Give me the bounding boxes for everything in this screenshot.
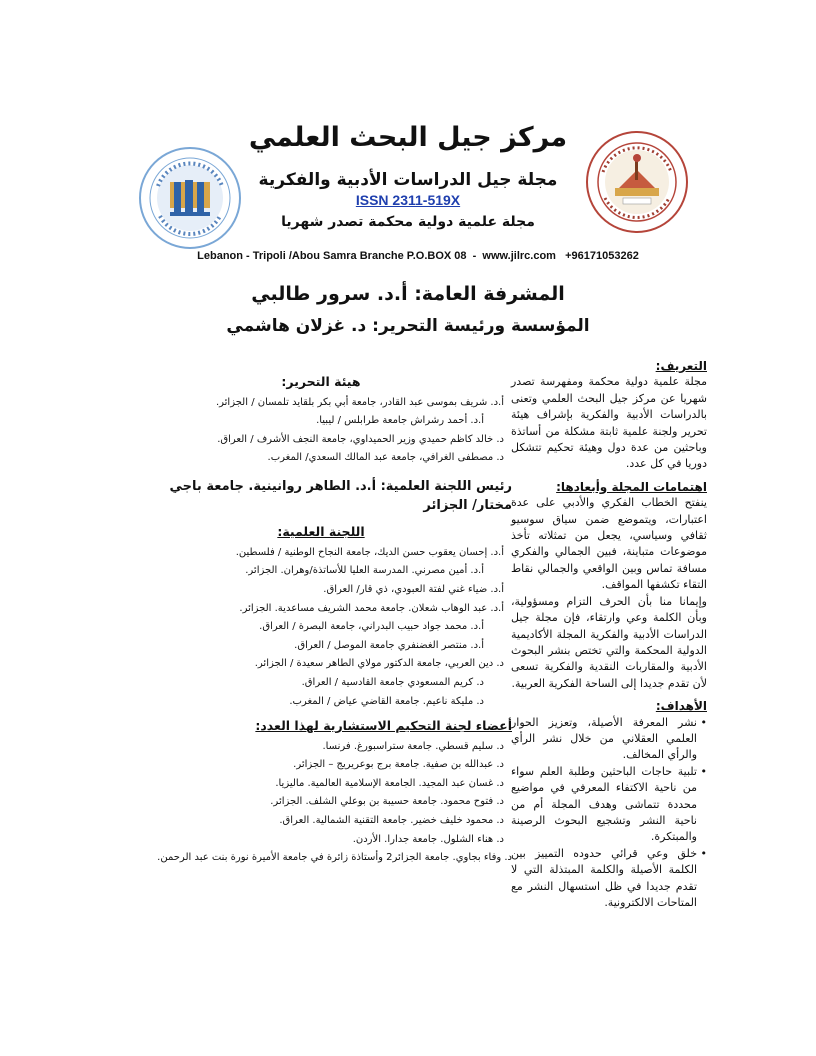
boards-column (130, 372, 512, 868)
reviewer-member: د. هناء الشلول. جامعة جدارا. الأردن. (352, 833, 504, 845)
goal-item: • خلق وعي قرائي حدوده التمييز بين الكلمة الأصيلة والكلمة المبتذلة التي لا تقدم جديدا في ظل استسهال النشر مع المتاحات الالكترونية. (511, 846, 707, 912)
editor-in-chief: المؤسسة ورئيسة التحرير: د. غزلان هاشمي (226, 316, 590, 336)
editorial-board-member: د. مصطفى الغرافي، جامعة عبد المالك السعدي/ المغرب. (267, 452, 504, 464)
goals-section (511, 698, 707, 911)
journal-info-column (511, 358, 707, 917)
reviewer-member: د. عبدالله بن صفية. جامعة برج بوعريريج – الجزائر. (293, 759, 504, 771)
editorial-board-heading: هيئة التحرير: (281, 374, 361, 389)
scientific-committee-member: د. كريم المسعودي جامعة القادسية / العراق. (301, 676, 484, 688)
reviewers-heading: أعضاء لجنة التحكيم الاستشارية لهذا العدد: (255, 718, 512, 734)
interests-text-1: ينفتح الخطاب الفكري والأدبي على عدة اعتبارات، ويتموضع ضمن سياق سوسيو ثقافي وسياسي، يجعل من تمثلاته تأخذ موضوعات متباينة، فبين الجمالي والفكري مسافة تماس وبين الواقعي والجمالي نقاط التقاء تكشفها المواقف. (511, 496, 707, 592)
definition-heading: التعريف: (655, 359, 707, 373)
editorial-board-member: أ.د. شريف بموسى عبد القادر، جامعة أبي بكر بلقايد تلمسان / الجزائر. (215, 396, 504, 408)
scientific-committee-member: أ.د. منتصر الغضنفري جامعة الموصل / العراق. (294, 639, 484, 651)
definition-section (511, 358, 707, 473)
definition-text: مجلة علمية دولية محكمة ومفهرسة تصدر شهريا عن مركز جيل البحث العلمي وتعنى بالدراسات الأدبية والفكرية بإشراف هيئة تحرير ولجنة علمية ثابتة مشكلة من أساتذة وباحثين من عدة دول وهيئة تحكيم تتشكل دوريا في كل عدد. (511, 375, 707, 471)
goals-heading: الأهداف: (655, 699, 707, 714)
interests-heading: اهتمامات المجلة وأبعادها: (556, 479, 707, 494)
scientific-committee-member: أ.د. عبد الوهاب شعلان. جامعة محمد الشريف مساعدية. الجزائر. (239, 602, 504, 614)
scientific-committee-member: د. دين العربي، جامعة الدكتور مولاي الطاهر سعيدة / الجزائر. (254, 658, 504, 670)
interests-text-2: وإيمانا منا بأن الحرف التزام ومسؤولية، وبأن الكلمة وعي وارتقاء، فإن مجلة جيل الدراسات الأدبية والفكرية المجلة الأكاديمية الدولية المحكمة والتي تختص بنشر البحوث الأدبية والمقاربات النقدية والفكرية تسعى لأن تقدم جديدا إلى الساحة الفكرية العربية. (511, 594, 707, 690)
scientific-committee-member: أ.د. إحسان يعقوب حسن الديك، جامعة النجاح الوطنية / فلسطين. (235, 546, 504, 558)
contact-line: Lebanon - Tripoli /Abou Samra Branche P.O.BOX 08 - www.jilrc.com +96171053262 (197, 250, 639, 262)
journal-description: مجلة علمية دولية محكمة تصدر شهريا (281, 214, 535, 230)
interests-section (511, 479, 707, 692)
scientific-committee-member: أ.د. ضياء غني لفتة العبودي، ذي قار/ العراق. (323, 583, 504, 595)
page-title: مركز جيل البحث العلمي (248, 122, 568, 153)
goal-item: • تلبية حاجات الباحثين وطلبة العلم سواء من ناحية الاكتفاء المعرفي في مواضيع محددة تتماشى وهدف المجلة أم من ناحية النشر وتشجيع البحوث الرصينة والمبتكرة. (511, 764, 707, 846)
scientific-committee-chair: رئيس اللجنة العلمية: أ.د. الطاهر روانينية. جامعة باجي مختار/ الجزائر (169, 478, 512, 513)
scientific-committee-member: أ.د. محمد جواد حبيب البدراني، جامعة البصرة / العراق. (259, 621, 484, 633)
reviewer-member: د. محمود خليف خضير. جامعة التقنية الشمالية. العراق. (279, 815, 504, 827)
scientific-committee-heading: اللجنة العلمية: (277, 524, 365, 540)
reviewer-member: د. غسان عبد المجيد. الجامعة الإسلامية العالمية. ماليزيا. (275, 777, 504, 789)
journal-name: مجلة جيل الدراسات الأدبية والفكرية (258, 170, 558, 190)
issn-number: ISSN 2311-519X (355, 192, 461, 208)
general-supervisor: المشرفة العامة: أ.د. سرور طالبي (251, 283, 565, 305)
reviewer-member: د. سليم قسطي. جامعة ستراسبورغ. فرنسا. (322, 740, 504, 752)
goals-list (511, 715, 707, 912)
reviewer-member: د. وفاء بجاوي. جامعة الجزائر2 وأستاذة زائرة في جامعة الأميرة نورة بنت عبد الرحمن. (157, 852, 512, 864)
reviewer-member: د. فتوح محمود. جامعة حسيبة بن بوعلي الشلف. الجزائر. (270, 796, 504, 808)
scientific-committee-member: أ.د. أمين مصرني. المدرسة العليا للأساتذة/وهران. الجزائر. (245, 565, 484, 577)
goal-item: • نشر المعرفة الأصيلة، وتعزيز الحوار العلمي العقلاني من خلال نشر الرأي والرأي المخالف. (511, 715, 707, 764)
scientific-committee-member: د. مليكة ناعيم. جامعة القاضي عياض / المغرب. (289, 695, 484, 707)
editorial-board-member: أ.د. أحمد رشراش جامعة طرابلس / ليبيا. (316, 415, 484, 427)
editorial-board-member: د. خالد كاظم حميدي وزير الحميداوي، جامعة النجف الأشرف / العراق. (217, 433, 504, 445)
